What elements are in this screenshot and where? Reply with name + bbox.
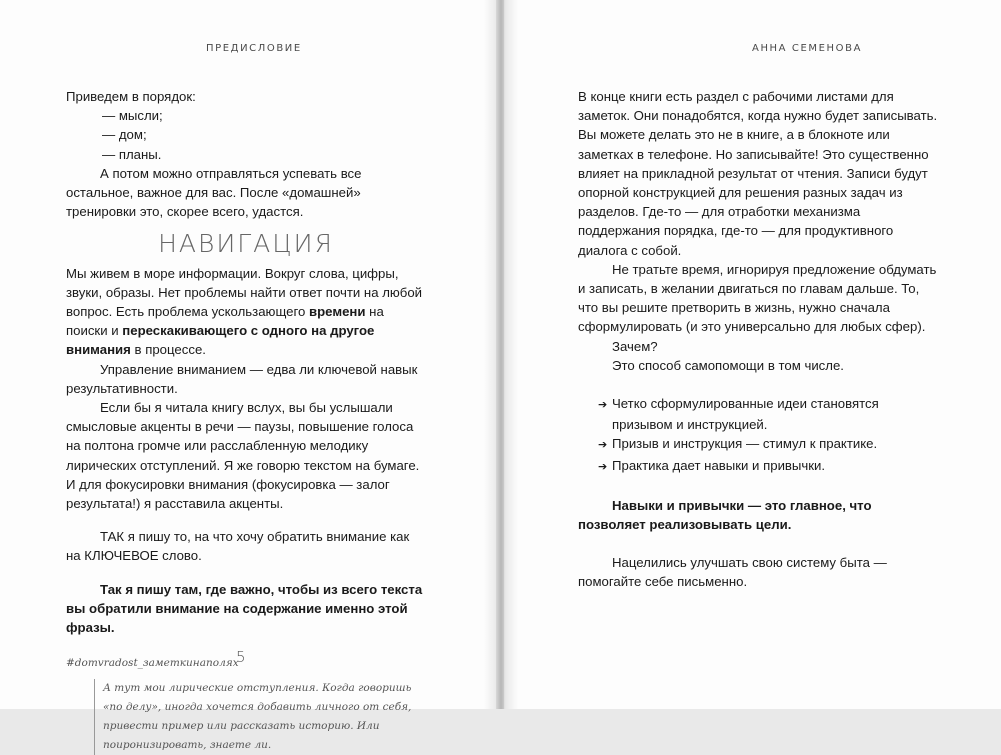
key-statement: Навыки и привычки — это главное, что позволяет реализовывать цели. — [578, 497, 872, 533]
paragraph: ТАК я пишу то, на что хочу обратить внимание как на КЛЮЧЕВОЕ слово. — [66, 529, 410, 564]
list-item: — дом; — [102, 127, 147, 143]
answer-text: Это способ самопомощи в том числе. — [612, 357, 844, 373]
paragraph: Так я пишу там, где важно, чтобы из всего текста вы обратили внимание на содержание именно этой фразы. — [66, 581, 423, 636]
arrow-list-item: ➔ Практика дает навыки и привычки. — [578, 456, 940, 477]
arrow-list-item: ➔ Призыв и инструкция — стимул к практике. — [578, 434, 940, 455]
question-text: Зачем? — [612, 338, 658, 354]
arrow-list-item: ➔ Четко сформулированные идеи становятся призывом и инструкцией. — [598, 396, 879, 433]
list-item: — мысли; — [102, 108, 163, 124]
paragraph: А потом можно отправляться успевать все остальное, важное для вас. После «домашней» тренировки это, скорее всего, удастся. — [66, 165, 362, 220]
left-page-body — [66, 87, 426, 755]
list-item: — планы. — [102, 146, 162, 162]
paragraph: Нацелились улучшать свою систему быта — помогайте себе письменно. — [578, 555, 887, 590]
book-gutter — [484, 0, 518, 709]
arrow-icon: ➔ — [598, 460, 608, 473]
running-head-left: ПРЕДИСЛОВИЕ — [206, 43, 302, 54]
paragraph: Если бы я читала книгу вслух, вы бы услышали смысловые акценты в речи — паузы, повышение голоса на полтона громче или расслабленную мелодику лирических отступлений. Я же говорю текстом на бумаге. И для фокусировки внимания (фокусировка — залог результата!) я расставила акценты. — [66, 400, 420, 512]
margin-note: А тут мои лирические отступления. Когда говоришь «по делу», иногда хочется добавить личного от себя, привести пример или рассказать историю. Или поиронизировать, знаете ли. — [94, 679, 426, 755]
right-page-body — [578, 87, 940, 592]
running-head-right: АННА СЕМЕНОВА — [752, 43, 863, 54]
paragraph: Управление вниманием — едва ли ключевой навык результативности. — [66, 361, 418, 396]
paragraph: Не тратьте время, игнорируя предложение обдумать и записать, в желании двигаться по главам дальше. То, что вы решите претворить в жизнь, нужно сначала сформулировать (и это универсально для любых сфер). — [578, 261, 937, 335]
section-heading: НАВИГАЦИЯ — [158, 229, 334, 259]
hashtag: #domvradost_заметкинаполях — [66, 657, 239, 670]
arrow-icon: ➔ — [598, 439, 608, 452]
intro-text: Приведем в порядок: — [66, 89, 196, 104]
arrow-icon: ➔ — [598, 399, 608, 412]
page-number: 5 — [236, 648, 246, 666]
paragraph: В конце книги есть раздел с рабочими листами для заметок. Они понадобятся, когда нужно будет записывать. Вы можете делать это не в книге, а в блокноте или заметках в телефоне. Но записывайте! Это существенно влияет на прикладной результат от чтения. Записи будут опорной конструкцией для решения разных задач из разделов. Где-то — для отработки механизма поддержания порядка, где-то — для продуктивного диалога с собой. — [578, 89, 938, 258]
paragraph: Мы живем в море информации. Вокруг слова, цифры, звуки, образы. Нет проблемы найти ответ почти на любой вопрос. Есть проблема ускользающего времени на поиски и перескакивающего с одного на другое внимания в процессе. — [66, 265, 423, 358]
